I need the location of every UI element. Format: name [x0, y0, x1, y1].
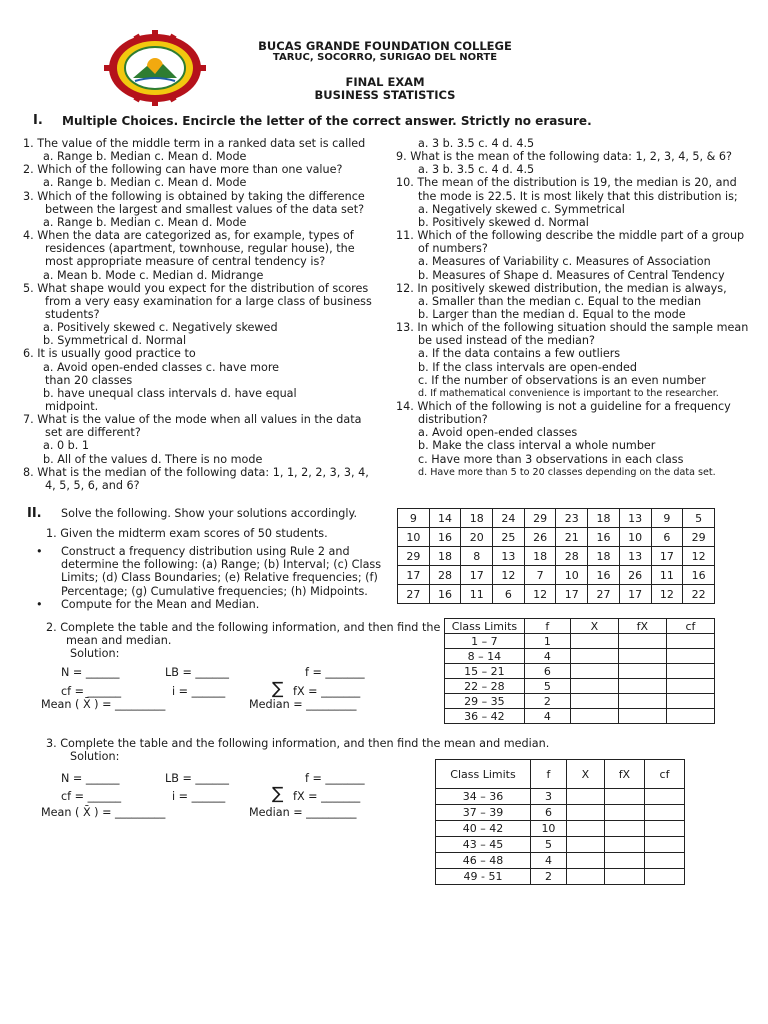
blank-answer-cell [618, 664, 666, 679]
score-cell: 12 [651, 585, 683, 604]
question-line: a. Avoid open-ended classes [418, 426, 578, 440]
class-limit-cell: 22 – 28 [445, 679, 525, 694]
score-cell: 23 [556, 509, 588, 528]
score-cell: 26 [524, 528, 556, 547]
blank-answer-cell [645, 805, 685, 821]
question-line: a. Avoid open-ended classes c. have more [43, 360, 280, 374]
question-line: a. Range b. Median c. Mean d. Mode [43, 150, 247, 164]
blank-answer-cell [566, 805, 604, 821]
question-line: c. Have more than 3 observations in each class [418, 452, 684, 466]
question-line: 13. In which of the following situation should the sample mean [396, 321, 749, 335]
score-cell: 28 [429, 566, 461, 585]
table-row [398, 566, 715, 585]
table-row [445, 664, 715, 679]
score-cell: 10 [556, 566, 588, 585]
table-row [445, 649, 715, 664]
blank-answer-cell [666, 649, 714, 664]
question-line: distribution? [418, 413, 488, 427]
score-cell: 10 [398, 528, 430, 547]
item3-lb-field: LB = ______ [165, 772, 229, 785]
sigma-icon: ∑ [272, 679, 284, 699]
item3-median-field: Median = _________ [249, 806, 357, 819]
blank-answer-cell [570, 664, 618, 679]
blank-answer-cell [604, 837, 644, 853]
part1-number: I. [33, 113, 43, 128]
table-header-cell: X [566, 760, 604, 789]
blank-answer-cell [570, 649, 618, 664]
frequency-cell: 4 [530, 853, 566, 869]
table-row [436, 805, 685, 821]
frequency-cell: 2 [530, 869, 566, 885]
subject-title: BUSINESS STATISTICS [314, 88, 456, 102]
bullet2-text: Compute for the Mean and Median. [61, 598, 260, 611]
question-line: 2. Which of the following can have more than one value? [23, 163, 343, 177]
question-line: most appropriate measure of central tendency is? [45, 255, 326, 269]
class-limit-cell: 34 – 36 [436, 789, 531, 805]
question-line: 1. The value of the middle term in a ranked data set is called [23, 137, 366, 150]
question-line: between the largest and smallest values of the data set? [45, 202, 365, 216]
blank-answer-cell [618, 649, 666, 664]
bullet-icon: • [36, 598, 43, 611]
table-row [445, 634, 715, 649]
score-cell: 9 [398, 509, 430, 528]
item2-lb-field: LB = ______ [165, 666, 229, 679]
frequency-cell: 10 [530, 821, 566, 837]
item2-fx-field: fX = _______ [293, 685, 361, 698]
score-cell: 17 [461, 566, 493, 585]
table-row [445, 694, 715, 709]
score-cell: 8 [461, 547, 493, 566]
frequency-cell: 3 [530, 789, 566, 805]
score-cell: 14 [429, 509, 461, 528]
table-row [436, 821, 685, 837]
score-cell: 17 [651, 547, 683, 566]
blank-answer-cell [618, 694, 666, 709]
question-line: a. Smaller than the median c. Equal to the median [418, 294, 702, 308]
bullet1-line: Limits; (d) Class Boundaries; (e) Relative frequencies; (f) [61, 571, 378, 585]
score-cell: 17 [619, 585, 651, 604]
question-line: students? [45, 308, 100, 321]
bullet1-line: determine the following: (a) Range; (b) Interval; (c) Class [61, 558, 382, 572]
class-limit-cell: 36 – 42 [445, 709, 525, 724]
blank-answer-cell [570, 679, 618, 694]
table-row [436, 837, 685, 853]
item2-n-field: N = ______ [61, 666, 120, 679]
frequency-cell: 4 [524, 709, 570, 724]
table-row [436, 789, 685, 805]
item3-mean-field: Mean ( X̄ ) = _________ [41, 806, 166, 819]
score-cell: 22 [683, 585, 715, 604]
score-cell: 7 [524, 566, 556, 585]
question-line: of numbers? [418, 242, 488, 256]
score-cell: 11 [651, 566, 683, 585]
sigma-icon: ∑ [272, 784, 284, 804]
blank-answer-cell [570, 709, 618, 724]
question-line: 4, 5, 5, 6, and 6? [45, 478, 140, 492]
part2-instructions: Solve the following. Show your solutions accordingly. [61, 507, 358, 520]
item2-text-line1: 2. Complete the table and the following information, and then find the [46, 621, 441, 634]
table-row [398, 528, 715, 547]
question-line: 9. What is the mean of the following data: 1, 2, 3, 4, 5, & 6? [396, 150, 732, 164]
bullet1-line: Construct a frequency distribution using Rule 2 and [61, 545, 350, 558]
class-limit-cell: 46 – 48 [436, 853, 531, 869]
class-limit-cell: 43 – 45 [436, 837, 531, 853]
question-line: a. If the data contains a few outliers [418, 347, 621, 361]
college-address: TARUC, SOCORRO, SURIGAO DEL NORTE [272, 52, 498, 63]
item2-frequency-table [444, 618, 715, 724]
bullet1-line: Percentage; (g) Cumulative frequencies; (h) Midpoints. [61, 584, 368, 598]
score-cell: 28 [556, 547, 588, 566]
item3-solution-label: Solution: [70, 750, 120, 763]
table-row [398, 585, 715, 604]
score-cell: 20 [461, 528, 493, 547]
class-limit-cell: 29 – 35 [445, 694, 525, 709]
class-limit-cell: 8 – 14 [445, 649, 525, 664]
blank-answer-cell [566, 789, 604, 805]
question-line: a. Range b. Median c. Mean d. Mode [43, 176, 247, 190]
item2-median-field: Median = _________ [249, 698, 357, 711]
score-cell: 16 [429, 585, 461, 604]
blank-answer-cell [618, 679, 666, 694]
item2-solution-label: Solution: [70, 647, 120, 660]
score-cell: 18 [524, 547, 556, 566]
question-line: 12. In positively skewed distribution, the median is always, [396, 281, 727, 295]
score-cell: 6 [651, 528, 683, 547]
question-line: a. 3 b. 3.5 c. 4 d. 4.5 [418, 163, 535, 177]
item3-fx-field: fX = _______ [293, 790, 361, 803]
score-cell: 6 [493, 585, 525, 604]
score-cell: 12 [524, 585, 556, 604]
blank-answer-cell [566, 853, 604, 869]
frequency-cell: 4 [524, 649, 570, 664]
table-row [436, 853, 685, 869]
class-limit-cell: 1 – 7 [445, 634, 525, 649]
table-row [445, 679, 715, 694]
blank-answer-cell [604, 821, 644, 837]
part1-instructions: Multiple Choices. Encircle the letter of the correct answer. Strictly no erasure. [62, 114, 592, 128]
question-line: d. If mathematical convenience is important to the researcher. [418, 387, 719, 399]
blank-answer-cell [604, 805, 644, 821]
part2-number: II. [27, 506, 42, 521]
question-line: midpoint. [45, 400, 99, 413]
question-line: a. 3 b. 3.5 c. 4 d. 4.5 [418, 137, 535, 150]
blank-answer-cell [645, 837, 685, 853]
score-cell: 29 [683, 528, 715, 547]
question-line: be used instead of the median? [418, 334, 595, 348]
question-line: b. Larger than the median d. Equal to the mode [418, 308, 686, 321]
item2-i-field: i = ______ [172, 685, 226, 698]
question-line: residences (apartment, townhouse, regular house), the [45, 242, 355, 256]
blank-answer-cell [618, 709, 666, 724]
item3-n-field: N = ______ [61, 772, 120, 785]
score-cell: 21 [556, 528, 588, 547]
table-header-row [436, 760, 685, 789]
question-line: the mode is 22.5. It is most likely that this distribution is; [418, 189, 738, 203]
blank-answer-cell [666, 709, 714, 724]
score-cell: 16 [588, 528, 620, 547]
question-line: b. Make the class interval a whole number [418, 439, 656, 453]
question-line: d. Have more than 5 to 20 classes depending on the data set. [418, 466, 716, 478]
question-line: a. Negatively skewed c. Symmetrical [418, 202, 625, 216]
blank-answer-cell [618, 634, 666, 649]
blank-answer-cell [570, 694, 618, 709]
class-limit-cell: 37 – 39 [436, 805, 531, 821]
score-cell: 29 [524, 509, 556, 528]
score-cell: 29 [398, 547, 430, 566]
question-line: b. have unequal class intervals d. have equal [43, 386, 297, 400]
question-line: b. Measures of Shape d. Measures of Central Tendency [418, 268, 725, 282]
question-line: than 20 classes [45, 373, 133, 387]
item2-mean-field: Mean ( X̄ ) = _________ [41, 698, 166, 711]
question-line: 5. What shape would you expect for the distribution of scores [23, 281, 369, 295]
question-line: set are different? [45, 426, 141, 440]
class-limit-cell: 40 – 42 [436, 821, 531, 837]
table-header-cell: Class Limits [445, 619, 525, 634]
score-cell: 27 [398, 585, 430, 604]
score-cell: 18 [429, 547, 461, 566]
score-cell: 27 [588, 585, 620, 604]
blank-answer-cell [666, 664, 714, 679]
item1-text: 1. Given the midterm exam scores of 50 students. [46, 527, 328, 540]
table-row [445, 709, 715, 724]
college-name: BUCAS GRANDE FOUNDATION COLLEGE [258, 39, 512, 53]
score-cell: 16 [683, 566, 715, 585]
score-cell: 18 [588, 509, 620, 528]
question-line: c. If the number of observations is an even number [418, 373, 706, 387]
question-line: a. 0 b. 1 [43, 439, 89, 453]
score-cell: 26 [619, 566, 651, 585]
score-cell: 13 [619, 547, 651, 566]
score-cell: 18 [461, 509, 493, 528]
table-header-cell: cf [666, 619, 714, 634]
table-row [398, 547, 715, 566]
table-row [398, 509, 715, 528]
table-header-cell: Class Limits [436, 760, 531, 789]
question-line: a. Mean b. Mode c. Median d. Midrange [43, 268, 264, 282]
exam-title: FINAL EXAM [345, 75, 425, 89]
question-line: 4. When the data are categorized as, for example, types of [23, 229, 354, 243]
item2-f-field: f = _______ [305, 666, 365, 679]
table-header-row [445, 619, 715, 634]
score-cell: 12 [493, 566, 525, 585]
blank-answer-cell [645, 789, 685, 805]
question-line: b. Positively skewed d. Normal [418, 215, 589, 229]
frequency-cell: 2 [524, 694, 570, 709]
table-header-cell: f [524, 619, 570, 634]
blank-answer-cell [666, 679, 714, 694]
frequency-cell: 5 [530, 837, 566, 853]
item3-i-field: i = ______ [172, 790, 226, 803]
class-limit-cell: 49 - 51 [436, 869, 531, 885]
score-cell: 13 [493, 547, 525, 566]
score-cell: 16 [588, 566, 620, 585]
table-header-cell: cf [645, 760, 685, 789]
frequency-cell: 6 [530, 805, 566, 821]
question-line: a. Positively skewed c. Negatively skewed [43, 321, 278, 335]
score-cell: 10 [619, 528, 651, 547]
blank-answer-cell [604, 789, 644, 805]
table-row [436, 869, 685, 885]
score-cell: 17 [398, 566, 430, 585]
score-cell: 11 [461, 585, 493, 604]
table-header-cell: f [530, 760, 566, 789]
question-line: a. Range b. Median c. Mean d. Mode [43, 215, 247, 229]
question-line: from a very easy examination for a large class of business [45, 294, 372, 308]
score-cell: 24 [493, 509, 525, 528]
score-cell: 16 [429, 528, 461, 547]
score-cell: 25 [493, 528, 525, 547]
question-line: b. Symmetrical d. Normal [43, 334, 187, 348]
blank-answer-cell [666, 694, 714, 709]
score-cell: 18 [588, 547, 620, 566]
table-header-cell: fX [604, 760, 644, 789]
frequency-cell: 1 [524, 634, 570, 649]
question-line: b. If the class intervals are open-ended [418, 360, 637, 374]
table-header-cell: fX [618, 619, 666, 634]
item3-cf-field: cf = ______ [61, 790, 122, 803]
score-cell: 5 [683, 509, 715, 528]
blank-answer-cell [645, 853, 685, 869]
item3-frequency-table [435, 759, 685, 885]
item2-cf-field: cf = ______ [61, 685, 122, 698]
blank-answer-cell [604, 869, 644, 885]
score-cell: 12 [683, 547, 715, 566]
question-line: 8. What is the median of the following data: 1, 1, 2, 2, 3, 3, 4, [23, 465, 369, 479]
item2-text-line2: mean and median. [66, 634, 172, 647]
item3-f-field: f = _______ [305, 772, 365, 785]
bullet-icon: • [36, 545, 43, 558]
blank-answer-cell [666, 634, 714, 649]
question-line: 10. The mean of the distribution is 19, the median is 20, and [396, 176, 737, 190]
blank-answer-cell [566, 869, 604, 885]
blank-answer-cell [604, 853, 644, 869]
blank-answer-cell [645, 821, 685, 837]
question-line: 14. Which of the following is not a guideline for a frequency [396, 400, 731, 413]
question-line: 3. Which of the following is obtained by taking the difference [23, 189, 365, 203]
blank-answer-cell [570, 634, 618, 649]
question-line: a. Measures of Variability c. Measures of Association [418, 255, 711, 269]
question-line: 6. It is usually good practice to [23, 347, 196, 361]
frequency-cell: 6 [524, 664, 570, 679]
question-line: b. All of the values d. There is no mode [43, 452, 263, 466]
frequency-cell: 5 [524, 679, 570, 694]
class-limit-cell: 15 – 21 [445, 664, 525, 679]
blank-answer-cell [566, 821, 604, 837]
score-cell: 9 [651, 509, 683, 528]
blank-answer-cell [645, 869, 685, 885]
question-line: 11. Which of the following describe the middle part of a group [396, 229, 745, 243]
item3-text: 3. Complete the table and the following information, and then find the mean and median. [46, 737, 550, 750]
question-line: 7. What is the value of the mode when all values in the data [23, 413, 362, 427]
score-cell: 17 [556, 585, 588, 604]
table-header-cell: X [570, 619, 618, 634]
score-cell: 13 [619, 509, 651, 528]
blank-answer-cell [566, 837, 604, 853]
scores-table [397, 508, 715, 604]
